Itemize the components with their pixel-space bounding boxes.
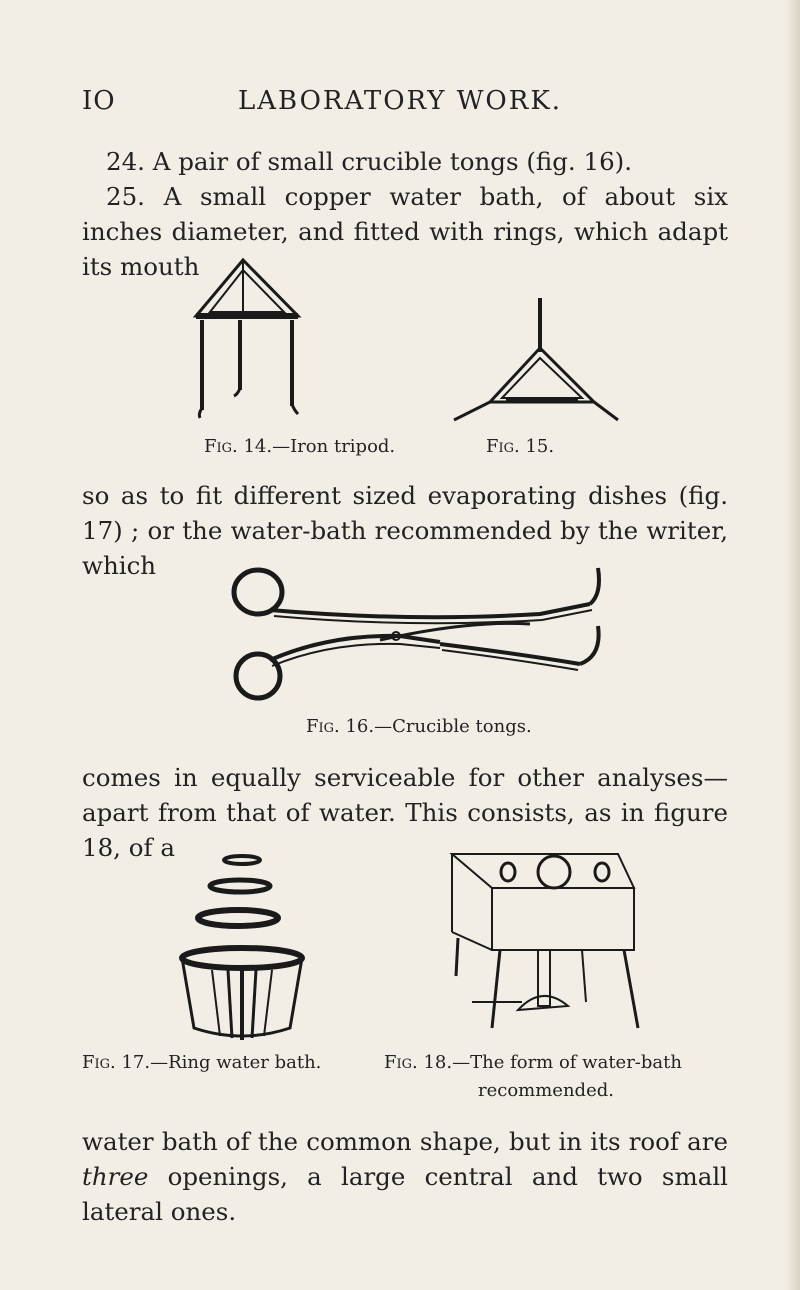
ring-bath-drawing [182, 856, 302, 1040]
fig15-caption [486, 436, 554, 457]
triangle-drawing [454, 298, 618, 420]
paragraph-4 [82, 1124, 728, 1229]
tripod-drawing [196, 260, 298, 418]
item-25: 25. A small copper water bath, of about six inches diameter, and fitted with rings, which adapt its mouth [82, 182, 728, 281]
running-title: LABORATORY WORK. [237, 86, 563, 116]
fig14-label: Fig. 14. [204, 436, 273, 457]
recommended-water-bath-illustration [442, 852, 652, 1032]
fig18-label: Fig. 18. [384, 1052, 453, 1073]
fig14-caption [204, 436, 395, 457]
paragraph-items [82, 144, 728, 284]
paragraph-3-text: comes in equally serviceable for other analyses—apart from that of water. This consists, as in figure 18, of a [82, 763, 728, 862]
fig17-text: —Ring water bath. [150, 1052, 322, 1073]
fig15-label: Fig. 15. [486, 436, 555, 457]
paragraph-4-emphasis: three [82, 1162, 149, 1191]
fig16-label: Fig. 16. [306, 716, 375, 737]
recommended-bath-drawing [452, 854, 638, 1028]
paragraph-4-after: openings, a large central and two small lateral ones. [82, 1162, 728, 1226]
fig16-text: —Crucible tongs. [374, 716, 532, 737]
triangle-illustration [446, 296, 626, 426]
fig18-text: —The form of water-bath [452, 1052, 682, 1073]
tongs-drawing [234, 568, 599, 698]
fig14-text: —Iron tripod. [272, 436, 396, 457]
fig18-caption-line1 [384, 1052, 682, 1073]
tripod-illustration [188, 258, 308, 418]
paragraph-2-text: so as to fit different sized evaporating dishes (fig. 17) ; or the water-bath recommended by the writer, which [82, 481, 728, 580]
item-24: 24. A pair of small crucible tongs (fig. 16). [106, 147, 633, 176]
fig16-caption [306, 716, 532, 737]
fig17-caption [82, 1052, 321, 1073]
paragraph-4-text [82, 1124, 728, 1229]
page-header [82, 86, 718, 126]
page-edge-shadow [786, 0, 800, 1290]
paragraph-4-before: water bath of the common shape, but in its roof are [82, 1127, 728, 1156]
fig17-label: Fig. 17. [82, 1052, 151, 1073]
ring-water-bath-illustration [172, 852, 312, 1042]
paragraph-3 [82, 760, 728, 865]
fig18-caption-line2: recommended. [478, 1080, 614, 1101]
page-number: IO [82, 86, 116, 116]
tongs-illustration [230, 564, 620, 704]
